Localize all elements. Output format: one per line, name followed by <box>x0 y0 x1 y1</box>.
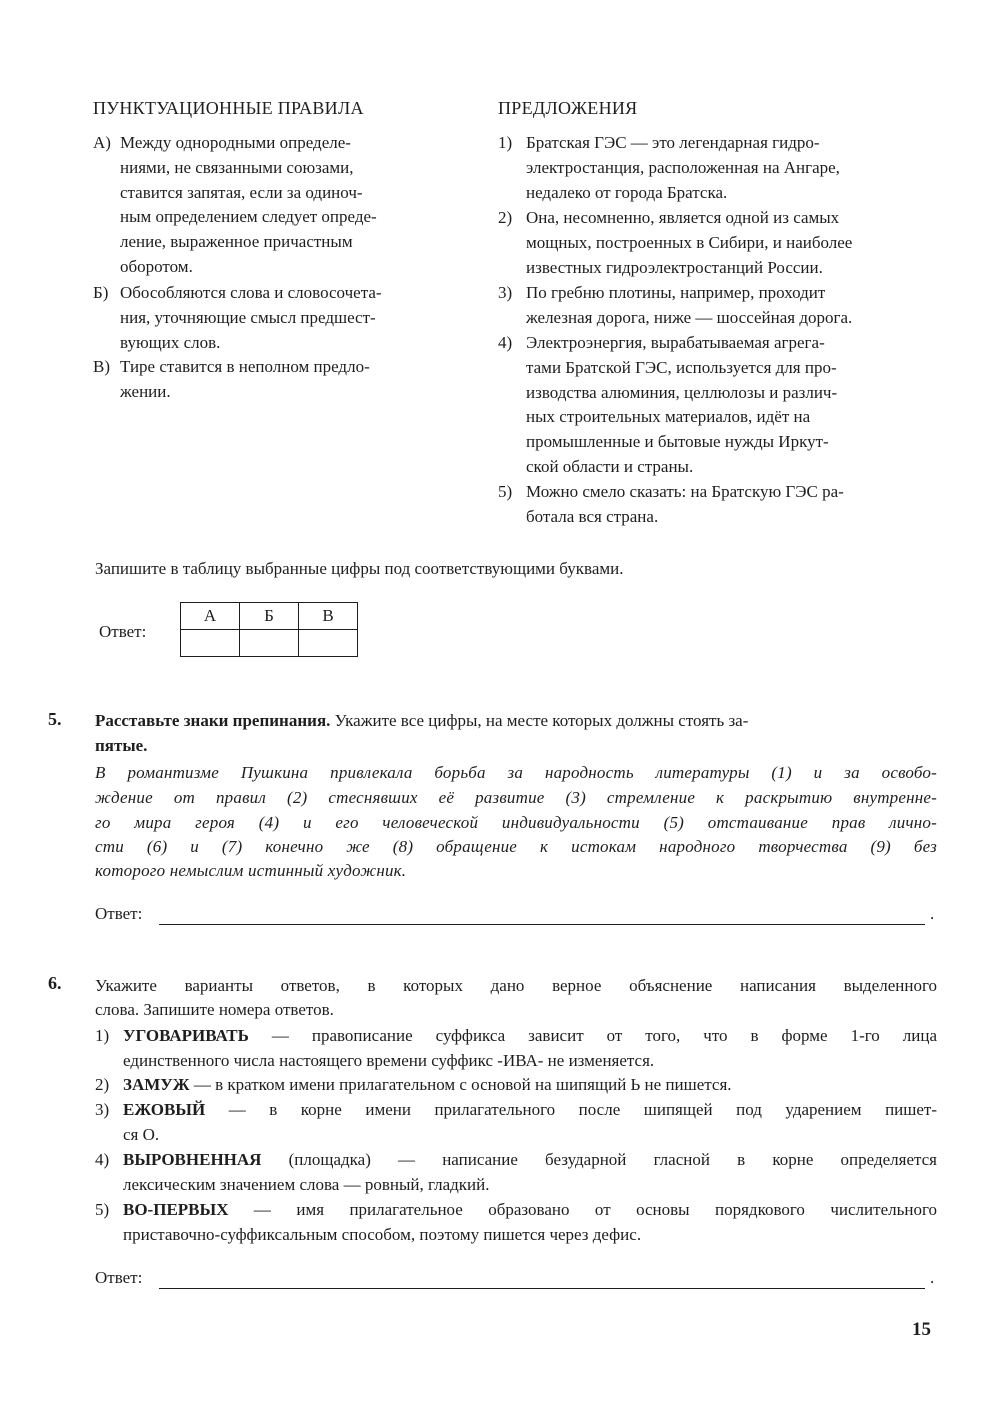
task-6-option-2 <box>95 1072 937 1097</box>
task-5-prompt-bold: Расставьте знаки препинания. <box>95 711 331 730</box>
option-1-cont: единственного числа настоящего времени суффикс -ИВА- не изменяется. <box>123 1051 655 1070</box>
sentence-2 <box>498 206 938 280</box>
task-6-answer-end: . <box>930 1268 935 1287</box>
rule-b-line: вующих слов. <box>120 332 221 352</box>
task-5-answer-end: . <box>930 904 935 923</box>
option-5-number: 5) <box>95 1200 110 1219</box>
task-6-option-4 <box>95 1147 937 1197</box>
sentences-heading: ПРЕДЛОЖЕНИЯ <box>498 98 638 118</box>
sentence-4-line: изводства алюминия, целлюлозы и различ- <box>526 382 838 402</box>
option-3-cont: ся О. <box>123 1125 160 1144</box>
task-6-option-5 <box>95 1197 937 1247</box>
sentence-2-label: 2) <box>498 208 513 227</box>
rule-a-line: ным определением следует опреде- <box>120 207 377 227</box>
task-6-option-3 <box>95 1097 937 1147</box>
rule-b-label: Б) <box>93 283 109 302</box>
sentence-3-line: По гребню плотины, например, проходит <box>526 283 826 302</box>
rule-v-line: жении. <box>120 381 171 401</box>
sentence-1-line: электростанция, расположенная на Ангаре, <box>526 157 840 177</box>
task-5-prompt-text: Укажите все цифры, на месте которых должны стоять за- <box>330 711 749 730</box>
task-5-text-line: сти (6) и (7) конечно же (8) обращение к истокам народного творчества (9) без <box>95 837 937 856</box>
task-5-text-line: ждение от правил (2) стеснявших её развитие (3) стремление к раскрытию внутренне- <box>95 788 937 807</box>
rules-heading: ПУНКТУАЦИОННЫЕ ПРАВИЛА <box>93 98 364 118</box>
sentence-5-line: Можно смело сказать: на Братскую ГЭС ра- <box>526 482 844 501</box>
task-6-number: 6. <box>48 973 62 993</box>
rule-a <box>93 131 451 280</box>
task-6-answer-line[interactable] <box>159 1288 925 1289</box>
option-2-number: 2) <box>95 1075 110 1094</box>
rule-a-line: ставится запятая, если за одиноч- <box>120 182 363 202</box>
task-5-answer-label: Ответ: <box>95 904 143 923</box>
option-5-text: — имя прилагательное образовано от основы порядкового числительного <box>228 1200 937 1219</box>
sentence-5 <box>498 480 938 530</box>
option-5-cont: приставочно-суффиксальным способом, поэтому пишется через дефис. <box>123 1225 642 1244</box>
option-4-number: 4) <box>95 1150 110 1169</box>
task-5-prompt-end: пятые. <box>95 736 148 755</box>
answer-cell-a[interactable] <box>181 630 240 657</box>
sentence-4-line: ской области и страны. <box>526 456 694 476</box>
sentence-4-label: 4) <box>498 333 513 352</box>
answer-header-v: В <box>299 603 358 630</box>
task-6-answer-label: Ответ: <box>95 1268 143 1287</box>
rule-v-line: Тире ставится в неполном предло- <box>120 357 370 376</box>
task-5-number: 5. <box>48 709 62 729</box>
task-6-option-1 <box>95 1023 937 1073</box>
sentence-3-label: 3) <box>498 283 513 302</box>
answer-cell-v[interactable] <box>299 630 358 657</box>
task-5-answer-line[interactable] <box>159 924 925 925</box>
task-5-text-line: которого немыслим истинный художник. <box>95 861 407 880</box>
rule-v <box>93 355 451 405</box>
option-2-word: ЗАМУЖ <box>123 1075 190 1094</box>
sentence-3 <box>498 281 938 331</box>
option-3-word: ЕЖОВЫЙ <box>123 1100 206 1119</box>
answer-cell-b[interactable] <box>240 630 299 657</box>
option-5-word: ВО-ПЕРВЫХ <box>123 1200 229 1219</box>
sentence-4-line: промышленные и бытовые нужды Иркут- <box>526 432 829 452</box>
sentence-5-label: 5) <box>498 482 513 501</box>
option-4-word: ВЫРОВНЕННАЯ <box>123 1150 262 1169</box>
sentence-5-line: ботала вся страна. <box>526 506 659 526</box>
sentence-1-label: 1) <box>498 133 513 152</box>
rule-b-line: ния, уточняющие смысл предшест- <box>120 307 376 327</box>
option-1-number: 1) <box>95 1026 110 1045</box>
task-5-text-line: го мира героя (4) и его человеческой индивидуальности (5) отстаивание прав лично- <box>95 813 937 832</box>
sentence-2-line: мощных, построенных в Сибири, и наиболее <box>526 232 853 252</box>
option-1-word: УГОВАРИВАТЬ <box>123 1026 249 1045</box>
sentence-4-line: тами Братской ГЭС, используется для про- <box>526 357 837 377</box>
rule-a-line: оборотом. <box>120 256 193 276</box>
page-number: 15 <box>912 1319 931 1340</box>
rule-a-line: ление, выраженное причастным <box>120 232 353 252</box>
sentence-1-line: недалеко от города Братска. <box>526 182 728 202</box>
sentence-3-line: железная дорога, ниже — шоссейная дорога. <box>526 307 853 327</box>
sentence-2-line: Она, несомненно, является одной из самых <box>526 208 840 227</box>
option-1-text: — правописание суффикса зависит от того, что в форме 1-го лица <box>248 1026 937 1045</box>
answer-header-b: Б <box>240 603 299 630</box>
rule-b-line: Обособляются слова и словосочета- <box>120 283 382 302</box>
option-3-number: 3) <box>95 1100 110 1119</box>
task-6-question-line: Укажите варианты ответов, в которых дано верное объяснение написания выделенного <box>95 976 937 995</box>
option-3-text: — в корне имени прилагательного после шипящей под ударением пишет- <box>205 1100 937 1119</box>
sentence-4-line: Электроэнергия, вырабатываемая агрега- <box>526 333 825 352</box>
answer-label: Ответ: <box>99 622 147 641</box>
sentence-2-line: известных гидроэлектростанций России. <box>526 257 823 277</box>
sentence-1 <box>498 131 938 205</box>
rule-b <box>93 281 451 355</box>
task-5-prompt <box>95 708 937 733</box>
answer-table <box>180 602 358 657</box>
sentence-4-line: ных строительных материалов, идёт на <box>526 407 811 427</box>
option-2-text: — в кратком имени прилагательном с основой на шипящий Ь не пишется. <box>189 1075 732 1094</box>
rule-a-line: Между однородными определе- <box>120 133 351 152</box>
task-6-question-line: слова. Запишите номера ответов. <box>95 1000 334 1019</box>
rule-v-label: В) <box>93 357 110 376</box>
sentence-1-line: Братская ГЭС — это легендарная гидро- <box>526 133 820 152</box>
sentence-4 <box>498 331 938 480</box>
task-5-text-line: В романтизме Пушкина привлекала борьба за народность литературы (1) и за освобо- <box>95 763 937 782</box>
option-4-text: (площадка) — написание безударной гласной в корне определяется <box>261 1150 937 1169</box>
table-instruction: Запишите в таблицу выбранные цифры под соответствующими буквами. <box>95 559 624 578</box>
option-4-cont: лексическим значением слова — ровный, гладкий. <box>123 1175 490 1194</box>
rule-a-line: ниями, не связанными союзами, <box>120 157 354 177</box>
rule-a-label: А) <box>93 133 111 152</box>
answer-header-a: А <box>181 603 240 630</box>
